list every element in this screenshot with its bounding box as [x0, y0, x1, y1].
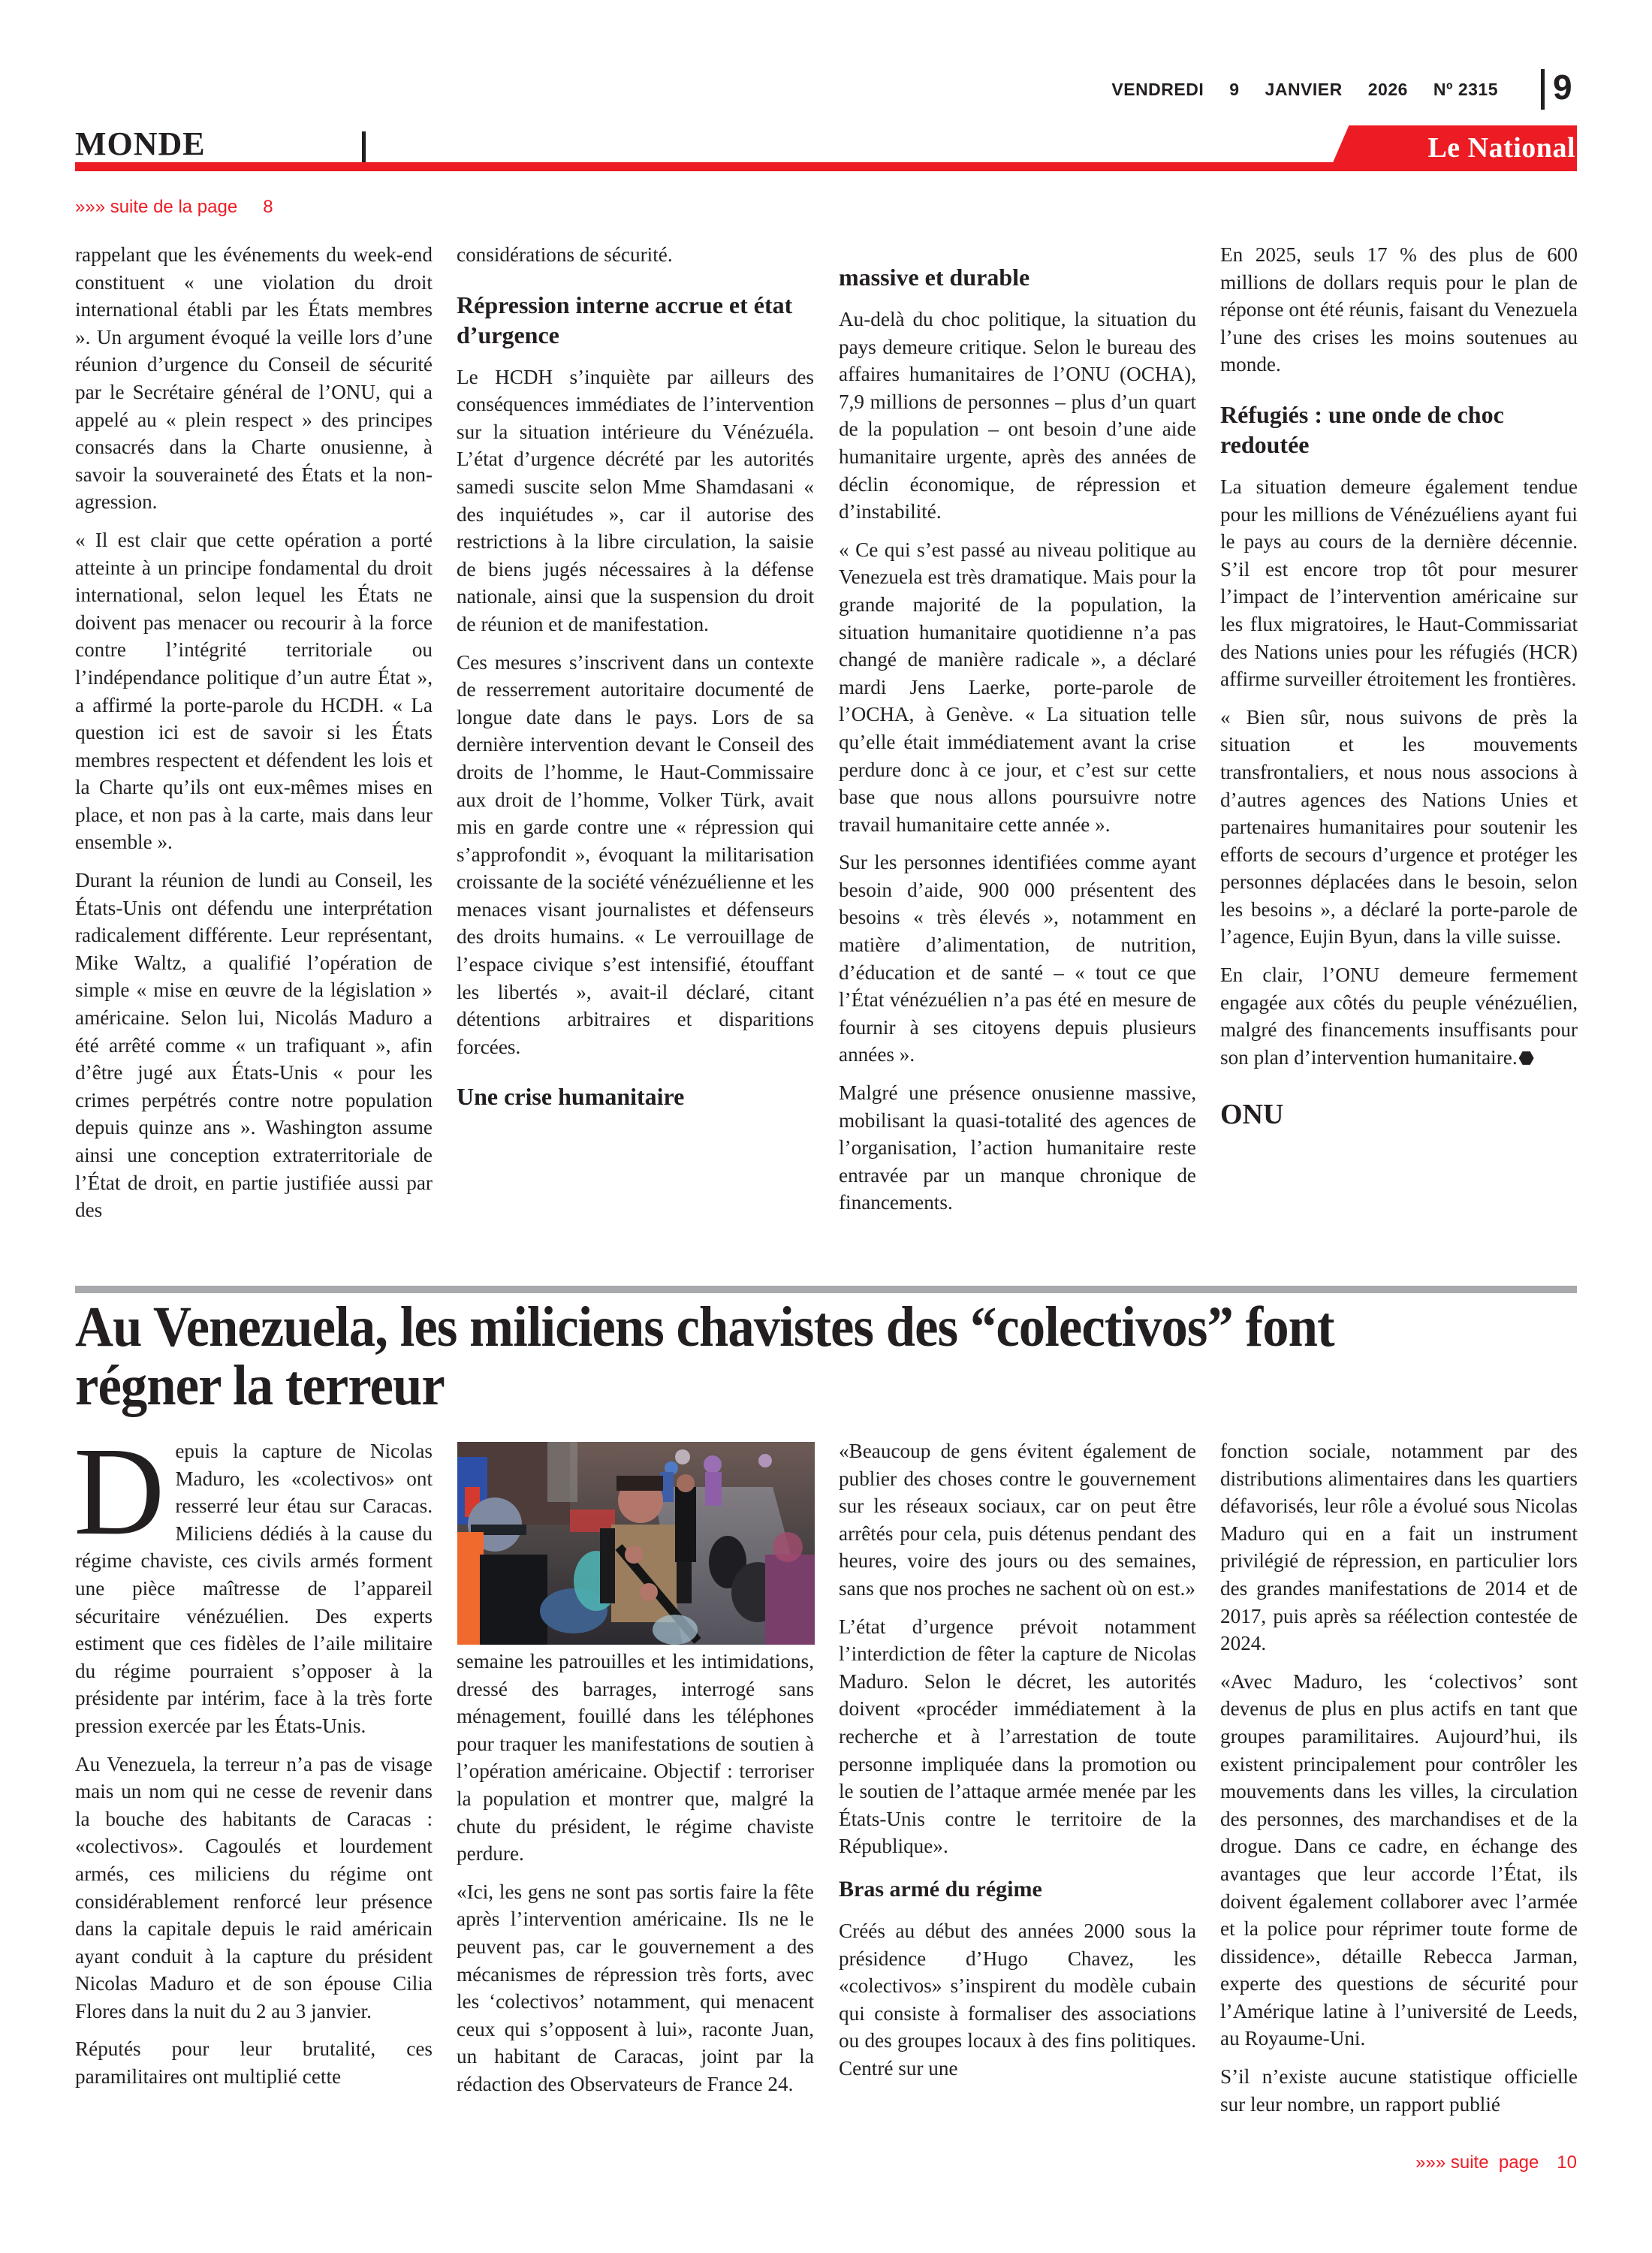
page-number: 9 — [1553, 68, 1572, 107]
paragraph — [74, 1422, 433, 1740]
masthead-logo: Le National — [1427, 132, 1575, 164]
paragraph: semaine les patrouilles et les intimidations, dressé des barrages, interrogé sans ménagement, fouillé dans les téléphones pour traquer les manifestations de soutien à l’opération américaine. Objectif : terroriser la population et montrer que, malgré la chute du président, le régime chaviste perdure. — [457, 1650, 814, 1865]
paragraph: rappelant que les événements du week-end constituent « une violation du droit international établi par les États membres ». Un argument évoqué la veille lors d’une réunion d’urgence du Conseil de sécurité par le Secrétaire général de l’ONU, qui a appelé au « plein respect » des principes consacrés dans la Charte onusienne, à savoir la souveraineté des États et la non-agression. — [75, 243, 433, 514]
issue-number: Nº 2315 — [1433, 80, 1498, 99]
paragraph: «Beaucoup de gens évitent également de publier des choses contre le gouvernement sur les réseaux sociaux, car on peut être arrêtés pour cela, puis détenus pendant des heures, voire des jours ou des semaines, sans que nos proches ne sachent où on est.» — [839, 1440, 1196, 1600]
paragraph: Sur les personnes identifiées comme ayant besoin d’aide, 900 000 présentent des besoins « très élevés », notamment en matière d’alimentation, de nutrition, d’éducation et de santé – « tout ce que l’État vénézuélien n’a pas été en mesure de fournir à ses citoyens depuis plusieurs années ». — [839, 851, 1196, 1066]
bottom-article-column-3 — [839, 1437, 1196, 2092]
continued-to-page: 10 — [1557, 2152, 1577, 2173]
subheading-continued: massive et durable — [839, 264, 1030, 291]
month: JANVIER — [1265, 80, 1343, 99]
paragraph: «Avec Maduro, les ‘colectivos’ sont devenus de plus en plus actifs en tant que groupes paramilitaires. Aujourd’hui, ils existent principalement pour contrôler les mouvements dans les villes, la circulation des personnes, des marchandises et de la drogue. Dans ce cadre, en échange des avantages que leur accorde l’État, ils doivent également collaborer avec l’armée et la police pour réprimer toute forme de dissidence», détaille Rebecca Jarman, experte des questions de sécurité pour l’Amérique latine à l’université de Leeds, au Royaume-Uni. — [1220, 1669, 1578, 2050]
day: VENDREDI — [1111, 80, 1204, 99]
subheading-crise-humanitaire: Une crise humanitaire — [457, 1083, 685, 1111]
top-article-column-3 — [839, 241, 1196, 1227]
article-photo — [457, 1442, 815, 1645]
paragraph: Réputés pour leur brutalité, ces paramilitaires ont multiplié cette — [75, 2037, 433, 2089]
paragraph: Durant la réunion de lundi au Conseil, les États-Unis ont défendu une interprétation radicalement différente. Leur représentant, Mike Waltz, a qualifié l’opération de simple « mise en œuvre de la législation » américaine. Selon lui, Nicolás Maduro a été arrêté comme « un trafiquant », afin d’être jugé aux États-Unis « pour les crimes perpétrés contre notre population depuis quinze ans ». Washington assume ainsi une conception extraterritoriale de l’État de droit, en partie justifiée aussi par des — [75, 869, 433, 1222]
bottom-article-column-1 — [74, 1422, 433, 2101]
top-article-column-2 — [457, 241, 814, 1125]
paragraph: Ces mesures s’inscrivent dans un contexte de resserrement autoritaire documenté de longue date dans le pays. Lors de sa dernière intervention devant le Conseil des droits de l’homme, le Haut-Commissaire aux droit de l’homme, Volker Türk, avait mis en garde contre une « répression qui s’approfondit », évoquant la militarisation croissante de la société vénézuélienne et les menaces visant journalistes et défenseurs des droits humains. « Le verrouillage de l’espace civique s’est intensifié, étouffant les libertés », avait-il déclaré, citant détentions arbitraires et disparitions forcées. — [457, 650, 814, 1058]
paragraph: L’état d’urgence prévoit notamment l’interdiction de fêter la capture de Nicolas Maduro. Selon le décret, les autorités doivent «procéder immédiatement à la recherche et à l’arrestation de toute personne impliquée dans la promotion ou le soutien de l’attaque armée menée par les États-Unis contre le territoire de la République». — [839, 1615, 1196, 1858]
paragraph: Malgré une présence onusienne massive, mobilisant la quasi-totalité des agences de l’organisation, l’action humanitaire reste entravée par un manque chronique de financements. — [839, 1081, 1196, 1214]
section-title: MONDE — [75, 125, 206, 162]
continued-to-link[interactable] — [1415, 2152, 1577, 2173]
paragraph: S’il n’existe aucune statistique officielle sur leur nombre, un rapport publié — [1220, 2065, 1578, 2116]
paragraph: Le HCDH s’inquiète par ailleurs des conséquences immédiates de l’intervention sur la situation intérieure du Vénézuéla. L’état d’urgence décrété par les autorités samedi suscite selon Mme Shamdasani « des inquiétudes », car il autorise des restrictions à la libre circulation, la saisie de biens jugés nécessaires à la défense nationale, ainsi que la suspension du droit de réunion et de manifestation. — [457, 365, 814, 635]
article-separator — [75, 1286, 1577, 1293]
paragraph — [1220, 961, 1578, 1071]
paragraph: « Ce qui s’est passé au niveau politique au Venezuela est très dramatique. Mais pour la grande majorité de la population, la situation humanitaire quotidienne n’a pas changé de manière radicale », a déclaré mardi Jens Laerke, porte-parole de l’OCHA, à Genève. « La situation telle qu’elle était immédiatement avant la crise perdure donc à ce jour, et c’est sur cette base que nous allons poursuivre notre travail humanitaire cette année ». — [839, 538, 1196, 836]
subheading-bras-arme: Bras armé du régime — [839, 1876, 1042, 1902]
end-of-article-icon — [1519, 1051, 1534, 1065]
dateline — [1111, 80, 1498, 100]
continued-to-label: »»» suite page — [1415, 2152, 1539, 2173]
closing-paragraph-text: En clair, l’ONU demeure fermement engagée aux côtés du peuple vénézuélien, malgré des financements insuffisants pour son plan d’intervention humanitaire. — [1220, 964, 1578, 1069]
lead-text: epuis la capture de Nicolas Maduro, les «colectivos» ont resserré leur étau sur Caracas. Miliciens dédiés à la cause du régime chaviste, ces civils armés forment une pièce maîtresse de l’appareil sécuritaire vénézuélien. Des experts estiment que ces fidèles de l’aile militaire du régime pourraient s’opposer à la présidente par intérim, face à la très forte pression exercée par les États-Unis. — [75, 1440, 433, 1737]
continued-from-label: »»» suite de la page — [75, 197, 238, 217]
subheading-repression: Répression interne accrue et état d’urgence — [457, 291, 793, 348]
continued-from-page: 8 — [263, 197, 273, 217]
drop-cap: D — [74, 1422, 165, 1561]
paragraph: « Bien sûr, nous suivons de près la situation et les mouvements transfrontaliers, et nous nous associons à d’autres agences des Nations Unies et partenaires humanitaires pour soutenir les efforts de secours d’urgence et protéger les personnes déplacées dans le besoin, selon les besoins », a déclaré la porte-parole de l’agence, Eujin Byun, dans la ville suisse. — [1220, 705, 1578, 949]
paragraph: La situation demeure également tendue pour les millions de Vénézuéliens ayant fui le pays au cours de la dernière décennie. S’il est encore trop tôt pour mesurer l’impact de l’intervention américaine sur les flux migratoires, le Haut-Commissariat des Nations unies pour les réfugiés (HCR) affirme surveiller étroitement les frontières. — [1220, 475, 1578, 691]
paragraph: «Ici, les gens ne sont pas sortis faire la fête après l’intervention américaine. Ils ne le peuvent pas, car le gouvernement a des mécanismes de répression très forts, avec les ‘colectivos’ notamment, qui menacent ceux qui s’opposent à lui», raconte Juan, un habitant de Caracas, joint par la rédaction des Observateurs de France 24. — [457, 1880, 814, 2095]
bottom-article-column-4 — [1220, 1437, 1578, 2128]
subheading-refugies: Réfugiés : une onde de choc redoutée — [1220, 400, 1504, 458]
bottom-article-column-2 — [457, 1648, 814, 2109]
article-signature: ONU — [1220, 1099, 1284, 1131]
top-article-column-1 — [75, 241, 433, 1235]
paragraph: fonction sociale, notamment par des distributions alimentaires dans les quartiers défavorisés, leur rôle a évolué sous Nicolas Maduro qui en a fait un instrument privilégié de répression, en particulier lors des grandes manifestations de 2014 et de 2017, puis après sa réélection contestée de 2024. — [1220, 1440, 1578, 1655]
date-number: 9 — [1229, 80, 1240, 99]
top-article-column-4 — [1220, 241, 1578, 1129]
article-headline: Au Venezuela, les miliciens chavistes des “colectivos” font régner la terreur — [75, 1295, 1334, 1417]
paragraph: Au Venezuela, la terreur n’a pas de visage mais un nom qui ne cesse de revenir dans la bouche des habitants de Caracas : «colectivos». Cagoulés et lourdement armés, ces miliciens du régime ont considérablement renforcé leur présence dans la capitale depuis le raid américain ayant conduit à la capture du président Nicolas Maduro et de son épouse Cilia Flores dans la nuit du 2 au 3 janvier. — [75, 1752, 433, 2022]
year: 2026 — [1367, 80, 1408, 99]
paragraph: Au-delà du choc politique, la situation du pays demeure critique. Selon le bureau des affaires humanitaires de l’ONU (OCHA), 7,9 millions de personnes – plus d’un quart de la population – ont besoin d’une aide humanitaire urgente, après des années de déclin économique, de répression et d’instabilité. — [839, 308, 1196, 523]
photo-illustration — [457, 1442, 815, 1645]
paragraph: Créés au début des années 2000 sous la présidence d’Hugo Chavez, les «colectivos» s’inspirent du modèle cubain qui consiste à formaliser des associations ou des groupes locaux à des fins politiques. Centré sur une — [839, 1919, 1196, 2080]
paragraph: En 2025, seuls 17 % des plus de 600 millions de dollars requis pour le plan de réponse ont été réunis, faisant du Venezuela l’une des crises les moins soutenues au monde. — [1220, 243, 1578, 376]
continued-from-link[interactable] — [75, 197, 273, 218]
paragraph: « Il est clair que cette opération a porté atteinte à un principe fondamental du droit international, selon lequel les États ne doivent pas menacer ou recourir à la force contre l’intégrité territoriale ou l’indépendance politique d’un autre État », a affirmé la porte-parole du HCDH. « La question ici est de savoir si les États membres respectent et défendent les lois et la Charte qu’ils ont eux-mêmes mises en place, et non pas à la carte, mais dans leur ensemble ». — [75, 528, 433, 854]
paragraph: considérations de sécurité. — [457, 243, 673, 266]
page-number-divider — [1541, 69, 1545, 110]
